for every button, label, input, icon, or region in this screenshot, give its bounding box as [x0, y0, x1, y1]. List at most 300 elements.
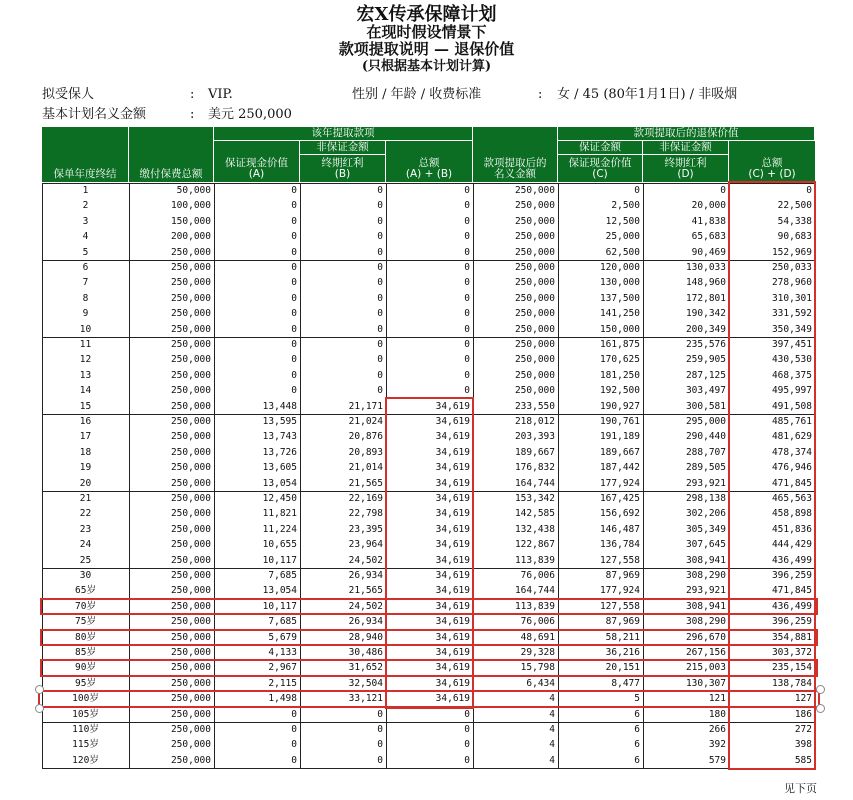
cell-policy-year: 90岁 — [75, 662, 96, 674]
cell-notional-after: 4 — [549, 739, 555, 751]
header-guaranteed-cash-code: (A) — [248, 168, 265, 180]
gender-age-value: 女 / 45 (80年1月1日) / 非吸烟 — [557, 87, 738, 102]
highlight-row — [40, 629, 818, 646]
cell-policy-year: 20 — [79, 477, 92, 489]
cell-surrender-guaranteed-cash: 181,250 — [599, 369, 640, 381]
cell-terminal-bonus: 0 — [377, 308, 383, 320]
cell-terminal-bonus: 0 — [377, 739, 383, 751]
cell-surrender-terminal-bonus: 293,921 — [685, 477, 726, 489]
cell-surrender-total: 138,784 — [771, 677, 812, 689]
cell-total-premium: 250,000 — [170, 539, 211, 551]
cell-surrender-terminal-bonus: 305,349 — [685, 523, 726, 535]
cell-notional-after: 233,550 — [514, 400, 555, 412]
header-guaranteed-amount: 保证金额 — [558, 141, 643, 155]
cell-notional-after: 4 — [549, 708, 555, 720]
cell-surrender-total: 186 — [794, 708, 812, 720]
cell-notional-after: 132,438 — [514, 523, 555, 535]
cell-guaranteed-cash: 0 — [291, 200, 297, 212]
cell-total-premium: 250,000 — [170, 385, 211, 397]
cell-notional-after: 250,000 — [514, 308, 555, 320]
cell-guaranteed-cash: 7,685 — [268, 616, 297, 628]
cell-surrender-terminal-bonus: 267,156 — [685, 647, 726, 658]
cell-guaranteed-cash: 0 — [291, 754, 297, 766]
cell-notional-after: 250,000 — [514, 231, 555, 243]
cell-surrender-terminal-bonus: 308,941 — [685, 554, 726, 566]
cell-guaranteed-cash: 13,054 — [262, 477, 297, 489]
cell-surrender-guaranteed-cash: 58,211 — [605, 631, 640, 643]
cell-surrender-total: 585 — [794, 754, 812, 766]
cell-surrender-terminal-bonus: 190,342 — [685, 308, 726, 320]
header-guaranteed-cash-2 — [558, 155, 643, 183]
cell-withdrawal-total: 34,619 — [435, 446, 470, 458]
cell-withdrawal-total: 0 — [464, 385, 470, 397]
cell-notional-after: 189,667 — [514, 446, 555, 458]
table-row — [42, 707, 815, 722]
cell-guaranteed-cash: 13,595 — [262, 416, 297, 427]
highlight-surrender-total-column — [728, 181, 816, 770]
cell-terminal-bonus: 0 — [377, 369, 383, 381]
cell-surrender-guaranteed-cash: 127,558 — [599, 600, 640, 612]
cell-surrender-terminal-bonus: 259,905 — [685, 354, 726, 366]
cell-total-premium: 250,000 — [170, 724, 211, 735]
cell-policy-year: 7 — [82, 277, 89, 289]
cell-surrender-total: 468,375 — [771, 369, 812, 381]
header-policy-year-label: 保单年度终结 — [53, 168, 117, 180]
cell-guaranteed-cash: 13,726 — [262, 446, 297, 458]
insured-value: VIP. — [208, 87, 233, 102]
cell-total-premium: 250,000 — [170, 292, 211, 304]
selection-handle[interactable] — [35, 704, 44, 713]
cell-total-premium: 250,000 — [170, 662, 211, 674]
header-surrender-group: 款项提取后的退保价值 — [558, 127, 815, 141]
cell-guaranteed-cash: 7,685 — [268, 570, 297, 581]
selection-handle[interactable] — [816, 685, 825, 694]
cell-terminal-bonus: 20,893 — [348, 446, 383, 458]
cell-guaranteed-cash: 10,117 — [262, 554, 297, 566]
cell-total-premium: 250,000 — [170, 600, 211, 612]
cell-notional-after: 250,000 — [514, 354, 555, 366]
cell-policy-year: 4 — [82, 231, 89, 243]
cell-guaranteed-cash: 10,117 — [262, 600, 297, 612]
cell-surrender-guaranteed-cash: 156,692 — [599, 508, 640, 520]
cell-withdrawal-total: 0 — [464, 200, 470, 212]
cell-notional-after: 250,000 — [514, 369, 555, 381]
cell-surrender-guaranteed-cash: 87,969 — [605, 616, 640, 628]
cell-withdrawal-total: 34,619 — [435, 400, 470, 412]
cell-policy-year: 1 — [82, 185, 89, 196]
header-non-guaranteed-2: 非保证金额 — [643, 141, 729, 155]
cell-notional-after: 122,867 — [514, 539, 555, 551]
cell-surrender-total: 476,946 — [771, 462, 812, 474]
cell-policy-year: 12 — [79, 354, 92, 366]
basis-note: (只根据基本计划计算) — [361, 59, 492, 74]
cell-notional-after: 250,000 — [514, 200, 555, 212]
table-row — [42, 275, 815, 290]
header-notional-after-line1: 款项提取后的 — [483, 157, 547, 169]
cell-surrender-total: 354,881 — [771, 631, 812, 643]
cell-notional-after: 250,000 — [514, 185, 555, 196]
cell-surrender-total: 436,499 — [771, 554, 812, 566]
cell-total-premium: 250,000 — [170, 647, 211, 658]
cell-withdrawal-total: 0 — [464, 215, 470, 227]
cell-guaranteed-cash: 13,605 — [262, 462, 297, 474]
cell-policy-year: 19 — [79, 462, 92, 474]
cell-surrender-total: 54,338 — [777, 215, 812, 227]
cell-policy-year: 120岁 — [72, 754, 99, 766]
cell-surrender-total: 495,997 — [771, 385, 812, 397]
highlight-row-selected — [38, 690, 820, 707]
cell-withdrawal-total: 0 — [464, 308, 470, 320]
cell-surrender-guaranteed-cash: 87,969 — [605, 570, 640, 581]
cell-withdrawal-total: 34,619 — [435, 508, 470, 520]
cell-withdrawal-total: 0 — [464, 185, 470, 196]
header-terminal-bonus-2-label: 终期红利 — [664, 156, 707, 169]
cell-policy-year: 23 — [79, 523, 92, 535]
cell-surrender-total: 22,500 — [777, 200, 812, 212]
cell-surrender-guaranteed-cash: 146,487 — [599, 523, 640, 535]
cell-surrender-guaranteed-cash: 150,000 — [599, 323, 640, 335]
cell-withdrawal-total: 34,619 — [435, 416, 470, 427]
cell-terminal-bonus: 20,876 — [348, 431, 383, 443]
header-total-1-label: 总额 — [418, 157, 440, 169]
cell-terminal-bonus: 31,652 — [348, 662, 383, 674]
cell-surrender-terminal-bonus: 0 — [720, 185, 726, 196]
cell-guaranteed-cash: 0 — [291, 262, 297, 273]
cell-notional-after: 250,000 — [514, 277, 555, 289]
cell-surrender-terminal-bonus: 20,000 — [691, 200, 726, 212]
cell-notional-after: 250,000 — [514, 215, 555, 227]
cell-notional-after: 48,691 — [520, 631, 555, 643]
cell-guaranteed-cash: 2,115 — [268, 677, 297, 689]
header-non-guaranteed-1: 非保证金额 — [300, 141, 386, 155]
cell-surrender-terminal-bonus: 41,838 — [691, 215, 726, 227]
cell-notional-after: 113,839 — [514, 600, 555, 612]
cell-guaranteed-cash: 0 — [291, 215, 297, 227]
cell-notional-after: 113,839 — [514, 554, 555, 566]
cell-guaranteed-cash: 0 — [291, 277, 297, 289]
cell-guaranteed-cash: 1,498 — [268, 693, 297, 705]
cell-surrender-terminal-bonus: 287,125 — [685, 369, 726, 381]
cell-policy-year: 11 — [79, 339, 92, 350]
cell-surrender-terminal-bonus: 307,645 — [685, 539, 726, 551]
cell-withdrawal-total: 0 — [464, 754, 470, 766]
cell-guaranteed-cash: 0 — [291, 339, 297, 350]
cell-policy-year: 95岁 — [75, 677, 96, 689]
cell-total-premium: 250,000 — [170, 754, 211, 766]
table-row — [42, 291, 815, 306]
cell-surrender-terminal-bonus: 392 — [708, 739, 726, 751]
cell-terminal-bonus: 21,024 — [348, 416, 383, 427]
cell-total-premium: 250,000 — [170, 262, 211, 273]
cell-notional-after: 153,342 — [514, 493, 555, 504]
cell-surrender-guaranteed-cash: 141,250 — [599, 308, 640, 320]
cell-notional-after: 29,328 — [520, 647, 555, 658]
cell-surrender-guaranteed-cash: 6 — [634, 739, 640, 751]
cell-surrender-total: 350,349 — [771, 323, 812, 335]
cell-policy-year: 70岁 — [75, 600, 96, 612]
cell-terminal-bonus: 23,395 — [348, 523, 383, 535]
next-page-note: 见下页 — [784, 782, 817, 795]
cell-policy-year: 8 — [82, 292, 89, 304]
header-total-2 — [729, 141, 815, 183]
table-row — [42, 722, 815, 737]
cell-surrender-terminal-bonus: 235,576 — [685, 339, 726, 350]
cell-surrender-total: 491,508 — [771, 400, 812, 412]
cell-withdrawal-total: 34,619 — [435, 431, 470, 443]
cell-surrender-total: 396,259 — [771, 570, 812, 581]
cell-guaranteed-cash: 0 — [291, 739, 297, 751]
cell-surrender-total: 481,629 — [771, 431, 812, 443]
cell-surrender-total: 485,761 — [771, 416, 812, 427]
table-row — [42, 322, 815, 337]
column-rule — [643, 183, 644, 768]
cell-guaranteed-cash: 0 — [291, 708, 297, 720]
cell-surrender-terminal-bonus: 293,921 — [685, 585, 726, 597]
cell-withdrawal-total: 0 — [464, 354, 470, 366]
cell-policy-year: 25 — [79, 554, 92, 566]
cell-terminal-bonus: 0 — [377, 246, 383, 258]
cell-terminal-bonus: 0 — [377, 754, 383, 766]
cell-surrender-guaranteed-cash: 0 — [634, 185, 640, 196]
cell-withdrawal-total: 34,619 — [435, 677, 470, 689]
cell-terminal-bonus: 23,964 — [348, 539, 383, 551]
cell-surrender-terminal-bonus: 298,138 — [685, 493, 726, 504]
cell-guaranteed-cash: 12,450 — [262, 493, 297, 504]
cell-surrender-guaranteed-cash: 161,875 — [599, 339, 640, 350]
cell-notional-after: 76,006 — [520, 570, 555, 581]
cell-withdrawal-total: 34,619 — [435, 585, 470, 597]
cell-total-premium: 250,000 — [170, 400, 211, 412]
cell-guaranteed-cash: 0 — [291, 323, 297, 335]
cell-terminal-bonus: 0 — [377, 339, 383, 350]
table-row — [42, 737, 815, 752]
cell-surrender-total: 90,683 — [777, 231, 812, 243]
group-rule — [42, 260, 815, 261]
cell-withdrawal-total: 0 — [464, 231, 470, 243]
cell-terminal-bonus: 26,934 — [348, 570, 383, 581]
cell-surrender-total: 127 — [794, 693, 812, 705]
cell-surrender-guaranteed-cash: 6 — [634, 708, 640, 720]
table-row — [42, 214, 815, 229]
cell-notional-after: 203,393 — [514, 431, 555, 443]
cell-surrender-guaranteed-cash: 167,425 — [599, 493, 640, 504]
cell-surrender-guaranteed-cash: 137,500 — [599, 292, 640, 304]
cell-notional-after: 250,000 — [514, 385, 555, 397]
cell-surrender-terminal-bonus: 148,960 — [685, 277, 726, 289]
highlight-row — [40, 659, 818, 676]
cell-terminal-bonus: 0 — [377, 292, 383, 304]
cell-guaranteed-cash: 10,655 — [262, 539, 297, 551]
cell-guaranteed-cash: 2,967 — [268, 662, 297, 674]
cell-surrender-total: 458,898 — [771, 508, 812, 520]
cell-surrender-total: 235,154 — [771, 662, 812, 674]
selection-handle[interactable] — [816, 704, 825, 713]
cell-guaranteed-cash: 5,679 — [268, 631, 297, 643]
cell-terminal-bonus: 26,934 — [348, 616, 383, 628]
cell-policy-year: 5 — [82, 246, 89, 258]
cell-surrender-guaranteed-cash: 130,000 — [599, 277, 640, 289]
cell-surrender-guaranteed-cash: 62,500 — [605, 246, 640, 258]
cell-surrender-guaranteed-cash: 190,761 — [599, 416, 640, 427]
cell-total-premium: 250,000 — [170, 477, 211, 489]
cell-guaranteed-cash: 0 — [291, 185, 297, 196]
header-terminal-bonus-2 — [643, 155, 729, 183]
cell-notional-after: 142,585 — [514, 508, 555, 520]
cell-total-premium: 250,000 — [170, 739, 211, 751]
cell-notional-after: 250,000 — [514, 323, 555, 335]
cell-surrender-terminal-bonus: 172,801 — [685, 292, 726, 304]
cell-total-premium: 250,000 — [170, 508, 211, 520]
gender-age-label: 性别 / 年龄 / 收费标准 — [352, 87, 482, 102]
cell-terminal-bonus: 33,121 — [348, 693, 383, 705]
header-guaranteed-cash-2-label: 保证现金价值 — [568, 156, 632, 169]
cell-withdrawal-total: 34,619 — [435, 570, 470, 581]
column-rule — [42, 183, 43, 768]
column-rule — [558, 183, 559, 768]
cell-surrender-total: 250,033 — [771, 262, 812, 273]
cell-guaranteed-cash: 11,821 — [262, 508, 297, 520]
notional-amount-separator: : — [190, 107, 195, 122]
cell-withdrawal-total: 34,619 — [435, 493, 470, 504]
cell-terminal-bonus: 0 — [377, 385, 383, 397]
cell-surrender-terminal-bonus: 130,307 — [685, 677, 726, 689]
cell-surrender-terminal-bonus: 130,033 — [685, 262, 726, 273]
cell-guaranteed-cash: 4,133 — [268, 647, 297, 658]
cell-withdrawal-total: 0 — [464, 292, 470, 304]
cell-surrender-total: 471,845 — [771, 585, 812, 597]
table-row — [42, 229, 815, 244]
cell-withdrawal-total: 34,619 — [435, 539, 470, 551]
cell-surrender-total: 451,836 — [771, 523, 812, 535]
cell-terminal-bonus: 0 — [377, 724, 383, 735]
cell-surrender-terminal-bonus: 296,670 — [685, 631, 726, 643]
notional-amount-value: 美元 250,000 — [208, 107, 292, 122]
cell-policy-year: 16 — [79, 416, 92, 427]
cell-guaranteed-cash: 0 — [291, 354, 297, 366]
cell-total-premium: 250,000 — [170, 708, 211, 720]
cell-surrender-terminal-bonus: 289,505 — [685, 462, 726, 474]
cell-surrender-terminal-bonus: 295,000 — [685, 416, 726, 427]
cell-total-premium: 250,000 — [170, 631, 211, 643]
cell-guaranteed-cash: 0 — [291, 231, 297, 243]
cell-notional-after: 4 — [549, 724, 555, 735]
group-rule — [42, 337, 815, 338]
table-row — [42, 753, 815, 768]
cell-surrender-terminal-bonus: 308,290 — [685, 616, 726, 628]
cell-terminal-bonus: 30,486 — [348, 647, 383, 658]
cell-surrender-terminal-bonus: 290,440 — [685, 431, 726, 443]
cell-withdrawal-total: 0 — [464, 262, 470, 273]
cell-total-premium: 250,000 — [170, 431, 211, 443]
header-notional-after — [473, 127, 558, 183]
cell-policy-year: 13 — [79, 369, 92, 381]
header-total-premium — [129, 127, 214, 183]
cell-guaranteed-cash: 0 — [291, 292, 297, 304]
cell-withdrawal-total: 0 — [464, 708, 470, 720]
header-guaranteed-cash — [214, 141, 300, 183]
cell-surrender-terminal-bonus: 266 — [708, 724, 726, 735]
cell-policy-year: 17 — [79, 431, 92, 443]
cell-guaranteed-cash: 13,448 — [262, 400, 297, 412]
cell-total-premium: 250,000 — [170, 677, 211, 689]
column-rule — [300, 183, 301, 768]
cell-withdrawal-total: 0 — [464, 739, 470, 751]
cell-policy-year: 6 — [82, 262, 89, 273]
cell-surrender-total: 471,845 — [771, 477, 812, 489]
cell-withdrawal-total: 34,619 — [435, 647, 470, 658]
table-row — [42, 260, 815, 275]
cell-guaranteed-cash: 0 — [291, 724, 297, 735]
cell-withdrawal-total: 0 — [464, 323, 470, 335]
cell-policy-year: 85岁 — [75, 647, 96, 658]
cell-withdrawal-total: 0 — [464, 724, 470, 735]
cell-terminal-bonus: 0 — [377, 277, 383, 289]
cell-guaranteed-cash: 0 — [291, 369, 297, 381]
column-rule — [214, 183, 215, 768]
cell-policy-year: 24 — [79, 539, 92, 551]
cell-withdrawal-total: 34,619 — [435, 554, 470, 566]
cell-policy-year: 75岁 — [75, 616, 96, 628]
cell-surrender-terminal-bonus: 303,497 — [685, 385, 726, 397]
cell-surrender-guaranteed-cash: 120,000 — [599, 262, 640, 273]
cell-surrender-terminal-bonus: 215,003 — [685, 662, 726, 674]
cell-surrender-terminal-bonus: 121 — [708, 693, 726, 705]
cell-policy-year: 110岁 — [72, 724, 99, 735]
cell-terminal-bonus: 24,502 — [348, 600, 383, 612]
highlight-row — [40, 598, 818, 615]
cell-surrender-total: 0 — [806, 185, 812, 196]
cell-surrender-terminal-bonus: 180 — [708, 708, 726, 720]
cell-total-premium: 250,000 — [170, 693, 211, 705]
header-guaranteed-cash-2-code: (C) — [592, 167, 608, 180]
cell-terminal-bonus: 0 — [377, 231, 383, 243]
cell-withdrawal-total: 0 — [464, 369, 470, 381]
cell-surrender-guaranteed-cash: 20,151 — [605, 662, 640, 674]
cell-total-premium: 50,000 — [176, 185, 211, 196]
cell-total-premium: 250,000 — [170, 493, 211, 504]
cell-terminal-bonus: 0 — [377, 185, 383, 196]
cell-surrender-guaranteed-cash: 6 — [634, 724, 640, 735]
cell-withdrawal-total: 34,619 — [435, 631, 470, 643]
header-terminal-bonus-1-code: (B) — [334, 167, 351, 180]
cell-surrender-total: 331,592 — [771, 308, 812, 320]
cell-surrender-guaranteed-cash: 192,500 — [599, 385, 640, 397]
scenario-subtitle: 在现时假设情景下 — [366, 23, 487, 41]
cell-withdrawal-total: 34,619 — [435, 600, 470, 612]
cell-surrender-total: 430,530 — [771, 354, 812, 366]
header-guaranteed-cash-label: 保证现金价值 — [225, 157, 288, 169]
cell-policy-year: 15 — [79, 400, 92, 412]
cell-terminal-bonus: 22,169 — [348, 493, 383, 504]
cell-guaranteed-cash: 0 — [291, 308, 297, 320]
table-row — [42, 337, 815, 352]
header-policy-year — [42, 127, 129, 183]
cell-notional-after: 250,000 — [514, 292, 555, 304]
cell-notional-after: 250,000 — [514, 246, 555, 258]
cell-surrender-guaranteed-cash: 5 — [634, 693, 640, 705]
cell-surrender-terminal-bonus: 308,941 — [685, 600, 726, 612]
cell-notional-after: 4 — [549, 754, 555, 766]
cell-total-premium: 250,000 — [170, 554, 211, 566]
cell-policy-year: 30 — [79, 570, 92, 581]
cell-total-premium: 250,000 — [170, 616, 211, 628]
cell-surrender-terminal-bonus: 300,581 — [685, 400, 726, 412]
cell-surrender-total: 444,429 — [771, 539, 812, 551]
header-total-1 — [386, 141, 473, 183]
cell-surrender-guaranteed-cash: 190,927 — [599, 400, 640, 412]
cell-notional-after: 164,744 — [514, 477, 555, 489]
cell-surrender-total: 478,374 — [771, 446, 812, 458]
